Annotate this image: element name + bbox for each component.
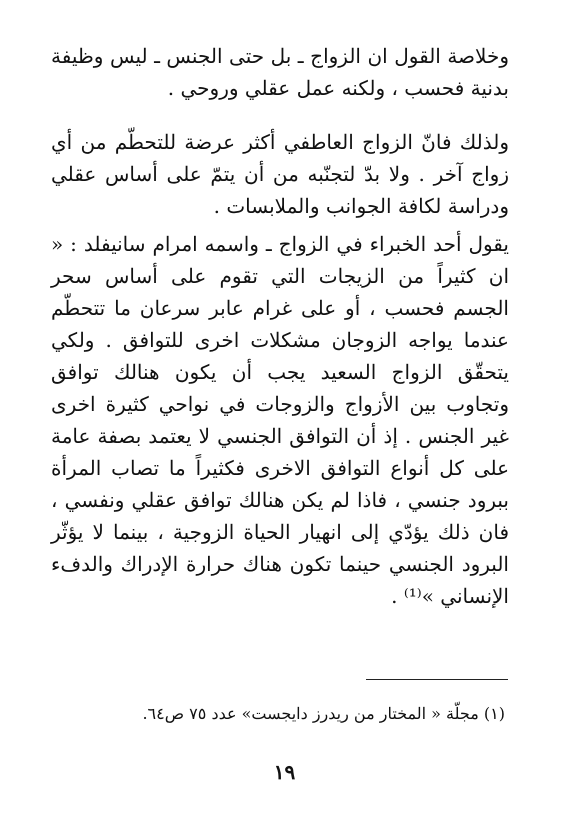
footnote: (١) مجلّة « المختار من ريدرز دايجست» عدد ٧٥ ص٦٤. <box>142 704 505 723</box>
page-number: ١٩ <box>273 760 296 784</box>
footnote-divider <box>366 679 508 680</box>
paragraph-emotional-marriage: ولذلك فانّ الزواج العاطفي أكثر عرضة للتحطّم من أي زواج آخر . ولا بدّ لتجنّبه من أن يتمّ على أساس عقلي ودراسة لكافة الجوانب والملابسات . <box>51 130 509 218</box>
paragraph-conclusion: وخلاصة القول ان الزواج ـ بل حتى الجنس ـ ليس وظيفة بدنية فحسب ، ولكنه عمل عقلي وروحي . <box>51 44 509 100</box>
paragraph-expert-quote: يقول أحد الخبراء في الزواج ـ واسمه امرام سانيفلد : « ان كثيراً من الزيجات التي تقوم على أساس سحر الجسم فحسب ، أو على غرام عابر سرعان ما تتحطّم عندما يواجه الزوجان مشكلات اخرى للتوافق . ولكي يتحقّق الزواج السعيد يجب أن يكون هنالك توافق وتجاوب بين الأزواج والزوجات في نواحي كثيرة اخرى غير الجنس . إذ أن التوافق الجنسي لا يعتمد بصفة عامة على كل أنواع التوافق الاخرى فكثيراً ما تصاب المرأة ببرود جنسي ، فاذا لم يكن هنالك توافق عقلي ونفسي ، فان ذلك يؤدّي إلى انهيار الحياة الزوجية ، بينما لا يؤثّر البرود الجنسي حينما تكون هناك حرارة الإدراك والدفء الإنساني »⁽¹⁾ . <box>51 232 509 608</box>
